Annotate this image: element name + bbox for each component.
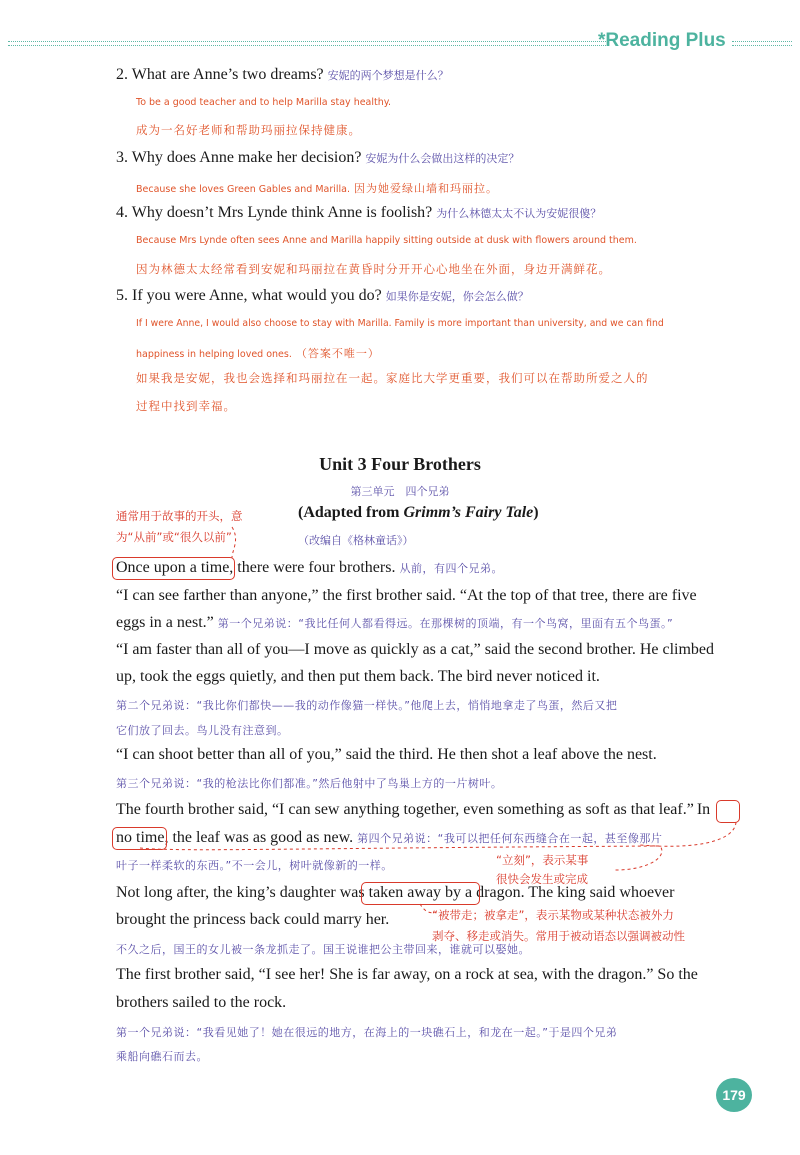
note-taken-away-line2: 剥夺、移走或消失。常用于被动语态以强调被动性	[432, 929, 685, 943]
story-p6-zh: 不久之后，国王的女儿被一条龙抓走了。国王说谁把公主带回来，谁就可以娶她。	[116, 943, 530, 956]
unit-subtitle-zh: （改编自《格林童话》）	[298, 534, 414, 547]
note-in-no-time-line1: “立刻”，表示某事	[496, 853, 589, 867]
unit-subtitle	[298, 504, 539, 522]
note-once-upon-line1: 通常用于故事的开头，意	[116, 509, 243, 523]
question-2-zh: 安妮的两个梦想是什么？	[327, 69, 449, 82]
story-p5-line1-text: The fourth brother said, “I can sew anything together, even something as soft as that leaf.”	[116, 801, 694, 818]
story-p7-line2: brothers sailed to the rock.	[116, 994, 287, 1011]
phrase-in: In	[696, 801, 711, 818]
unit-title: Unit 3 Four Brothers	[319, 454, 481, 474]
answer-4-zh: 因为林德太太经常看到安妮和玛丽拉在黄昏时分开开心心地坐在外面，身边开满鲜花。	[136, 262, 611, 276]
story-p7-zh-line1: 第一个兄弟说：“我看见她了！她在很远的地方，在海上的一块礁石上，和龙在一起。”于是四个兄弟	[116, 1026, 618, 1039]
phrase-once-upon-a-time: Once upon a time	[116, 559, 230, 576]
story-p1-rest: , there were four brothers.	[229, 559, 396, 576]
story-p6-post: by a dragon. The king said whoever	[441, 884, 675, 901]
story-p3-zh-line2: 它们放了回去。鸟儿没有注意到。	[116, 724, 289, 737]
unit-title-zh: 第三单元 四个兄弟	[350, 485, 450, 498]
unit-subtitle-italic: Grimm’s Fairy Tale	[403, 504, 534, 521]
answer-5-zh-line1: 如果我是安妮，我也会选择和玛丽拉在一起。家庭比大学更重要，我们可以在帮助所爱之人的	[136, 371, 649, 385]
question-5-zh: 如果你是安妮，你会怎么做？	[385, 290, 529, 303]
story-p5-line2-rest: , the leaf was as good as new.	[164, 829, 354, 846]
story-p6-line2: brought the princess back could marry her.	[116, 911, 390, 928]
highlight-box-once-upon	[112, 557, 235, 580]
story-p1-zh: 从前，有四个兄弟。	[399, 562, 503, 575]
story-p5-line1	[116, 801, 710, 819]
header-rule-left	[8, 41, 606, 46]
question-5-text: 5. If you were Anne, what would you do?	[116, 287, 382, 304]
phrase-no-time: no time	[116, 829, 165, 846]
answer-5-note: （答案不唯一）	[295, 347, 380, 360]
story-p4-zh: 第三个兄弟说：“我的枪法比你们都准。”然后他射中了鸟巢上方的一片树叶。	[116, 777, 503, 790]
answer-3	[136, 179, 498, 197]
story-p3-zh-line1: 第二个兄弟说：“我比你们都快——我的动作像猫一样快。”他爬上去，悄悄地拿走了鸟蛋，然后又把	[116, 699, 618, 712]
answer-5-en-line2	[136, 344, 380, 362]
story-p2-line2	[116, 614, 673, 632]
unit-subtitle-pre: (Adapted from	[298, 504, 404, 521]
header-rule-right	[732, 41, 792, 46]
highlight-box-in	[716, 800, 740, 823]
story-p3-line1: “I am faster than all of you—I move as quickly as a cat,” said the second brother. He climbed	[116, 641, 715, 658]
answer-3-en: Because she loves Green Gables and Marilla.	[136, 184, 350, 195]
story-p7-line1: The first brother said, “I see her! She is far away, on a rock at sea, with the dragon.” So the	[116, 966, 698, 983]
question-3	[116, 149, 519, 167]
note-taken-away-line1: “被带走；被拿走”，表示某物或某种状态被外力	[432, 908, 674, 922]
question-4	[116, 204, 601, 222]
question-5	[116, 287, 529, 305]
answer-5-zh-line2: 过程中找到幸福。	[136, 399, 236, 413]
question-2-text: 2. What are Anne’s two dreams?	[116, 66, 324, 83]
note-in-no-time-line2: 很快会发生或完成	[496, 872, 588, 886]
question-3-text: 3. Why does Anne make her decision?	[116, 149, 362, 166]
answer-2-zh: 成为一名好老师和帮助玛丽拉保持健康。	[136, 123, 361, 137]
story-p5-line2	[116, 829, 662, 847]
story-p5-zh-line1: 第四个兄弟说：“我可以把任何东西缝合在一起，甚至像那片	[357, 832, 663, 845]
answer-3-zh: 因为她爱绿山墙和玛丽拉。	[354, 182, 498, 195]
leader-once-upon	[232, 527, 236, 558]
note-once-upon-line2: 为“从前”或“很久以前”	[116, 530, 232, 544]
section-header: *Reading Plus	[598, 30, 726, 51]
answer-2-en: To be a good teacher and to help Marilla stay healthy.	[136, 97, 392, 108]
unit-subtitle-post: )	[533, 504, 539, 521]
phrase-was-taken-away: was taken away	[339, 884, 442, 901]
story-p3-line2: up, took the eggs quietly, and then put them back. The bird never noticed it.	[116, 668, 600, 685]
question-4-zh: 为什么林德太太不认为安妮很傻？	[436, 207, 602, 220]
question-3-zh: 安妮为什么会做出这样的决定？	[365, 152, 520, 165]
answer-4-en: Because Mrs Lynde often sees Anne and Marilla happily sitting outside at dusk with flowers around them.	[136, 235, 637, 246]
question-2	[116, 66, 449, 84]
answer-5-en-line2-text: happiness in helping loved ones.	[136, 349, 292, 360]
question-4-text: 4. Why doesn’t Mrs Lynde think Anne is foolish?	[116, 204, 433, 221]
story-p6-pre: Not long after, the king’s daughter	[116, 884, 340, 901]
story-p4-line1: “I can shoot better than all of you,” said the third. He then shot a leaf above the nest.	[116, 746, 657, 763]
story-p2-zh: 第一个兄弟说：“我比任何人都看得远。在那棵树的顶端，有一个鸟窝，里面有五个鸟蛋。”	[217, 617, 674, 630]
highlight-box-no-time	[112, 827, 167, 850]
highlight-box-taken-away	[361, 882, 480, 905]
story-p2-line1: “I can see farther than anyone,” the first brother said. “At the top of that tree, there are five	[116, 587, 697, 604]
story-p5-zh-line2: 叶子一样柔软的东西。”不一会儿，树叶就像新的一样。	[116, 859, 393, 872]
answer-5-en-line1: If I were Anne, I would also choose to stay with Marilla. Family is more important than university, and we can find	[136, 318, 664, 329]
story-p7-zh-line2: 乘船向礁石而去。	[116, 1050, 208, 1063]
story-p2-line2-text: eggs in a nest.”	[116, 614, 214, 631]
page-number: 179	[716, 1078, 752, 1112]
